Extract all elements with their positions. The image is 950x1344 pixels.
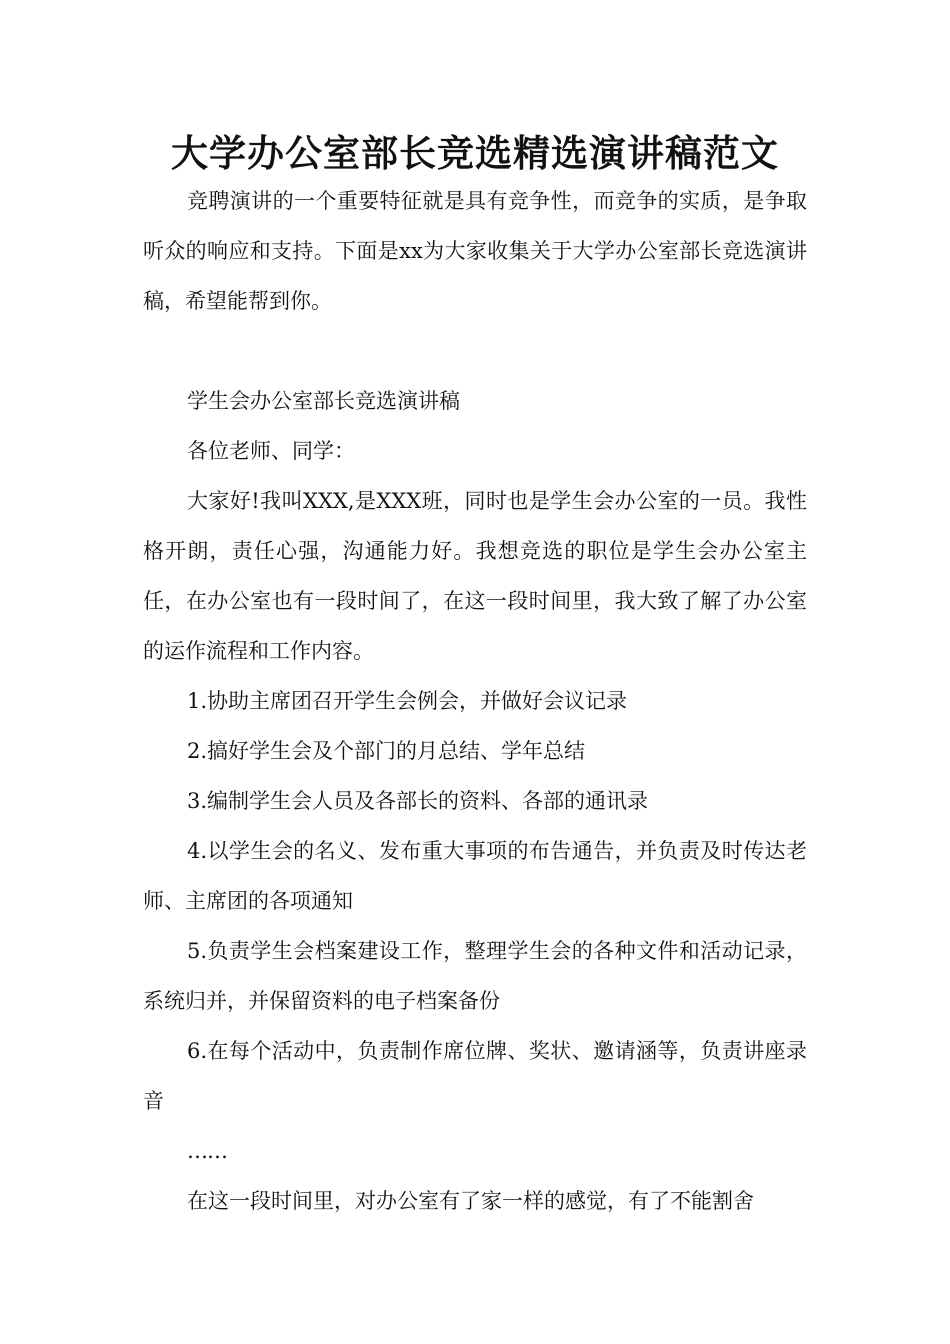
duty-item-6: 6.在每个活动中，负责制作席位牌、奖状、邀请涵等，负责讲座录音 bbox=[143, 1039, 807, 1113]
closing-paragraph-start: 在这一段时间里，对办公室有了家一样的感觉，有了不能割舍 bbox=[187, 1189, 754, 1213]
duty-item-5: 5.负责学生会档案建设工作，整理学生会的各种文件和活动记录，系统归并，并保留资料的电子档案备份 bbox=[143, 939, 807, 1013]
ellipsis-line: …… bbox=[187, 1139, 227, 1163]
duty-item-1: 1.协助主席团召开学生会例会，并做好会议记录 bbox=[187, 689, 628, 713]
duty-item-2: 2.搞好学生会及个部门的月总结、学年总结 bbox=[187, 739, 586, 763]
salutation: 各位老师、同学： bbox=[187, 439, 355, 463]
self-introduction-paragraph: 大家好!我叫XXX,是XXX班，同时也是学生会办公室的一员。我性格开朗，责任心强，沟通能力好。我想竞选的职位是学生会办公室主任，在办公室也有一段时间了，在这一段时间里，我大致了解了办公室的运作流程和工作内容。 bbox=[143, 489, 807, 663]
document-title: 大学办公室部长竞选精选演讲稿范文 bbox=[171, 131, 779, 175]
document-body bbox=[143, 176, 807, 1226]
duty-item-4: 4.以学生会的名义、发布重大事项的布告通告，并负责及时传达老师、主席团的各项通知 bbox=[143, 839, 807, 913]
speech-heading: 学生会办公室部长竞选演讲稿 bbox=[187, 389, 460, 413]
paragraph-gap bbox=[143, 326, 807, 376]
duty-item-3: 3.编制学生会人员及各部长的资料、各部的通讯录 bbox=[187, 789, 649, 813]
intro-paragraph: 竞聘演讲的一个重要特征就是具有竞争性，而竞争的实质，是争取听众的响应和支持。下面是xx为大家收集关于大学办公室部长竞选演讲稿，希望能帮到你。 bbox=[143, 189, 807, 313]
